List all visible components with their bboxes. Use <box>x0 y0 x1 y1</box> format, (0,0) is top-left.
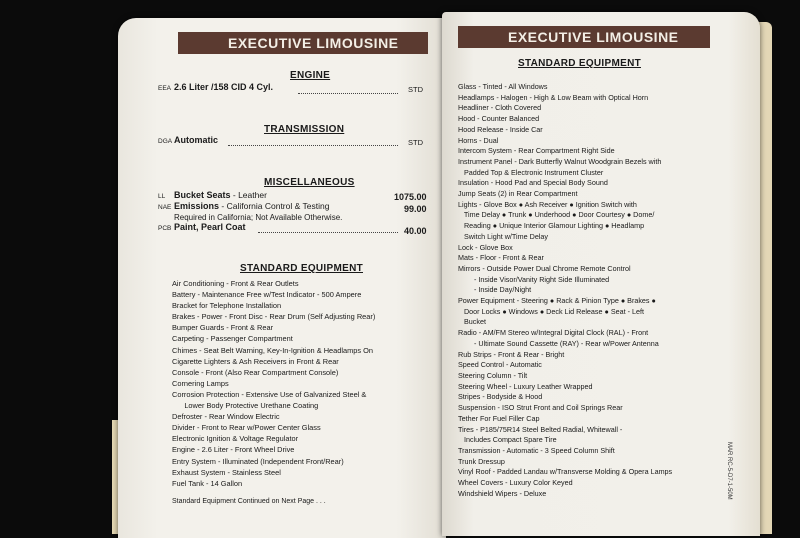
leader-dots <box>228 145 398 146</box>
equipment-line: Cigarette Lighters & Ash Receivers in Front & Rear <box>172 356 339 366</box>
equipment-line: Engine - 2.6 Liter - Front Wheel Drive <box>172 445 295 455</box>
miscellaneous-heading: MISCELLANEOUS <box>264 177 355 188</box>
equipment-line: Time Delay ● Trunk ● Underhood ● Door Courtesy ● Dome/ <box>458 210 655 220</box>
right-page-banner <box>458 26 710 48</box>
misc-item-row <box>158 190 267 200</box>
option-code: LL <box>158 193 166 200</box>
option-code: NAE <box>158 204 172 211</box>
equipment-line: Door Locks ● Windows ● Deck Lid Release ● Seat - Left <box>458 306 644 316</box>
equipment-line: Transmission - Automatic - 3 Speed Column Shift <box>458 445 615 455</box>
misc-item-price: 99.00 <box>404 204 427 214</box>
leader-dots <box>298 93 398 94</box>
engine-option-row <box>158 82 273 92</box>
equipment-line: Suspension - ISO Strut Front and Coil Springs Rear <box>458 403 623 413</box>
right-page <box>442 12 760 536</box>
equipment-line: Fuel Tank - 14 Gallon <box>172 478 243 488</box>
standard-equipment-list <box>458 82 672 499</box>
option-name: Paint, Pearl Coat <box>174 222 246 232</box>
equipment-line: Battery - Maintenance Free w/Test Indicator - 500 Ampere <box>172 290 362 300</box>
option-code: DGA <box>158 138 173 145</box>
misc-note: Required in California; Not Available Otherwise. <box>174 213 343 222</box>
equipment-line: Power Equipment - Steering ● Rack & Pinion Type ● Brakes ● <box>458 296 656 306</box>
standard-equipment-heading: STANDARD EQUIPMENT <box>518 58 641 69</box>
equipment-line: Entry System - Illuminated (Independent Front/Rear) <box>172 456 344 466</box>
equipment-line: Divider - Front to Rear w/Power Center Glass <box>172 423 321 433</box>
equipment-line: Tether For Fuel Filler Cap <box>458 413 540 423</box>
transmission-price: STD <box>408 138 423 147</box>
equipment-line: Windshield Wipers - Deluxe <box>458 488 547 498</box>
equipment-line: Vinyl Roof - Padded Landau w/Transverse Molding & Opera Lamps <box>458 467 673 477</box>
equipment-line: Wheel Covers - Luxury Color Keyed <box>458 478 573 488</box>
option-name: Bucket Seats <box>174 190 231 200</box>
option-name: 2.6 Liter /158 CID 4 Cyl. <box>174 82 274 92</box>
equipment-line: Air Conditioning - Front & Rear Outlets <box>172 279 299 288</box>
equipment-line: Includes Compact Spare Tire <box>458 435 557 445</box>
banner-title: EXECUTIVE LIMOUSINE <box>228 35 399 51</box>
equipment-line: Headliner - Cloth Covered <box>458 103 542 113</box>
equipment-line: Jump Seats (2) in Rear Compartment <box>458 189 578 199</box>
equipment-line: Lower Body Protective Urethane Coating <box>172 401 319 411</box>
equipment-line: Radio - AM/FM Stereo w/Integral Digital Clock (RAL) - Front <box>458 328 649 338</box>
option-detail: - California Control & Testing <box>219 201 330 211</box>
equipment-line: Steering Column - Tilt <box>458 370 528 380</box>
equipment-line: Hood - Counter Balanced <box>458 114 540 124</box>
equipment-line: Insulation - Hood Pad and Special Body Sound <box>458 178 608 188</box>
banner-title: EXECUTIVE LIMOUSINE <box>508 29 679 45</box>
option-name: Emissions <box>174 201 220 211</box>
equipment-line: Instrument Panel - Dark Butterfly Walnut Woodgrain Bezels with <box>458 156 662 166</box>
equipment-line: Horns - Dual <box>458 135 499 145</box>
engine-heading: ENGINE <box>290 70 331 81</box>
left-page <box>118 18 446 538</box>
option-code: PCB <box>158 225 172 232</box>
option-code: EEA <box>158 85 172 92</box>
equipment-line: Lock - Glove Box <box>458 242 513 252</box>
cover-edge-right <box>758 22 772 534</box>
option-detail: - Leather <box>230 190 267 200</box>
equipment-line: Padded Top & Electronic Instrument Cluster <box>458 167 604 177</box>
equipment-line: Electronic Ignition & Voltage Regulator <box>172 434 299 444</box>
misc-item-price: 1075.00 <box>394 192 427 202</box>
equipment-line: Headlamps - Halogen - High & Low Beam with Optical Horn <box>458 92 649 102</box>
misc-item-row <box>158 222 246 232</box>
equipment-line: Bracket for Telephone Installation <box>172 301 282 311</box>
equipment-line: Defroster - Rear Window Electric <box>172 412 280 422</box>
equipment-line: Brakes - Power - Front Disc - Rear Drum (Self Adjusting Rear) <box>172 312 376 322</box>
equipment-line: Rub Strips - Front & Rear - Bright <box>458 349 565 359</box>
standard-equipment-heading: STANDARD EQUIPMENT <box>240 263 363 274</box>
equipment-line: Steering Wheel - Luxury Leather Wrapped <box>458 381 593 391</box>
equipment-line: Reading ● Unique Interior Glamour Lighting ● Headlamp <box>458 221 645 231</box>
standard-equipment-list <box>172 278 375 489</box>
equipment-line: Switch Light w/Time Delay <box>458 231 549 241</box>
continued-note: Standard Equipment Continued on Next Page . . . <box>172 498 326 505</box>
equipment-line: Trunk Dressup <box>458 456 505 466</box>
equipment-line: Lights - Glove Box ● Ash Receiver ● Ignition Switch with <box>458 199 637 209</box>
equipment-line: Bumper Guards - Front & Rear <box>172 323 274 333</box>
transmission-option-row <box>158 135 218 145</box>
equipment-line: Glass - Tinted - All Windows <box>458 82 548 91</box>
equipment-line: Corrosion Protection - Extensive Use of Galvanized Steel & <box>172 389 367 399</box>
equipment-line: - Inside Visor/Vanity Right Side Illuminated <box>458 274 610 284</box>
left-page-banner <box>178 32 428 54</box>
misc-item-price: 40.00 <box>404 226 427 236</box>
side-print-code: MAR RC-5-D7-1-50M <box>726 442 732 500</box>
equipment-line: Exhaust System - Stainless Steel <box>172 467 281 477</box>
equipment-line: Mirrors - Outside Power Dual Chrome Remote Control <box>458 263 631 273</box>
equipment-line: Tires - P185/75R14 Steel Belted Radial, Whitewall - <box>458 424 623 434</box>
equipment-line: Hood Release - Inside Car <box>458 124 543 134</box>
equipment-line: - Ultimate Sound Cassette (RAY) - Rear w/Power Antenna <box>458 338 659 348</box>
equipment-line: Console - Front (Also Rear Compartment Console) <box>172 367 339 377</box>
transmission-heading: TRANSMISSION <box>264 124 345 135</box>
option-name: Automatic <box>174 135 219 145</box>
leader-dots <box>258 232 398 233</box>
misc-item-row <box>158 201 329 211</box>
equipment-line: Cornering Lamps <box>172 378 229 388</box>
equipment-line: Bucket <box>458 317 486 327</box>
equipment-line: Chimes - Seat Belt Warning, Key-In-Ignition & Headlamps On <box>172 345 374 355</box>
engine-price: STD <box>408 85 423 94</box>
equipment-line: - Inside Day/Night <box>458 285 532 295</box>
equipment-line: Intercom System - Rear Compartment Right Side <box>458 146 615 156</box>
equipment-line: Mats - Floor - Front & Rear <box>458 253 544 263</box>
equipment-line: Stripes - Bodyside & Hood <box>458 392 543 402</box>
equipment-line: Speed Control - Automatic <box>458 360 542 370</box>
equipment-line: Carpeting - Passenger Compartment <box>172 334 293 344</box>
